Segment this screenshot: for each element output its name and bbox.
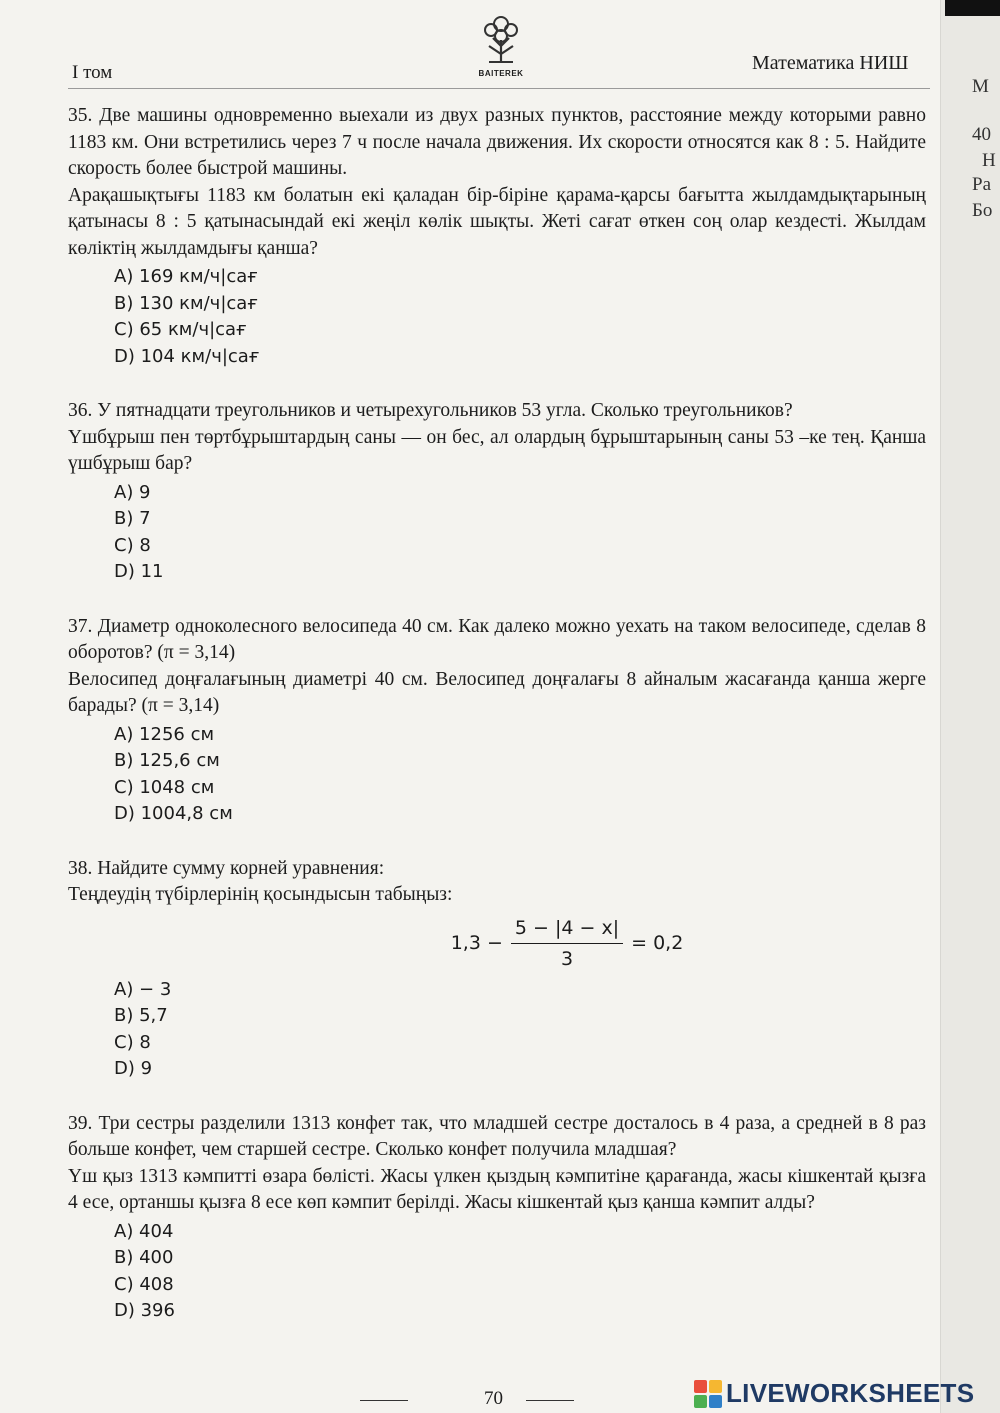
liveworksheets-logo-icon: [694, 1380, 722, 1408]
question-text-kz: Велосипед доңғалағының диаметрі 40 см. Велосипед доңғалағы 8 айналым жасағанда қанша жерге барады? (π = 3,14): [68, 668, 926, 716]
edge-fragment: Бо: [972, 200, 993, 221]
answer-option[interactable]: C) 408: [114, 1273, 174, 1295]
baiterek-logo: [472, 12, 530, 82]
volume-label: I том: [72, 62, 113, 83]
answer-option[interactable]: B) 400: [114, 1247, 174, 1268]
answer-option[interactable]: A) 9: [114, 481, 151, 503]
question-text-kz: Теңдеудің түбірлерінің қосындысын табыңыз:: [68, 884, 453, 905]
question-text-ru: 38. Найдите сумму корней уравнения:: [68, 857, 385, 879]
answer-option[interactable]: C) 8: [114, 1031, 151, 1053]
question-text-ru: 35. Две машины одновременно выехали из двух разных пунктов, расстояние между которыми равно 1183 км. Они встретились через 7 ч после начала движения. Их скорости относятся как 8 : 5. Найдите скорость более быстрой машины.: [68, 105, 926, 179]
fraction-numerator: 5 − |4 − x|: [511, 915, 623, 945]
answer-option[interactable]: C) 8: [114, 534, 151, 556]
question-38: [68, 856, 926, 1083]
question-39: [68, 1111, 926, 1325]
edge-fragment: Н: [982, 150, 996, 171]
equation: [208, 915, 926, 973]
answer-option[interactable]: A) 1256 см: [114, 723, 215, 745]
fraction-denominator: 3: [560, 948, 574, 970]
footer-rule-left: [360, 1400, 408, 1401]
question-text-ru: 36. У пятнадцати треугольников и четырехугольников 53 угла. Сколько треугольников?: [68, 400, 793, 421]
question-text-ru: 39. Три сестры разделили 1313 конфет так, что младшей сестре досталось в 4 раза, а средней в 8 раз больше конфет, чем старшей сестре. Сколько конфет получила младшая?: [68, 1112, 926, 1160]
edge-fragment: М: [972, 76, 989, 97]
answer-option[interactable]: D) 9: [114, 1058, 153, 1079]
answer-option[interactable]: B) 5,7: [114, 1005, 168, 1026]
question-36: [68, 398, 926, 586]
question-35: [68, 103, 926, 370]
question-list: [68, 103, 926, 1325]
answer-option[interactable]: D) 396: [114, 1300, 175, 1321]
equation-right: = 0,2: [631, 932, 684, 955]
question-text-kz: Үш қыз 1313 кәмпитті өзара бөлісті. Жасы үлкен қыздың кәмпитіне қарағанда, жасы кішкентай қызға 4 есе, ортаншы қызға 8 есе көп кәмпит берілді. Жасы кішкентай қыз қанша кәмпит алды?: [68, 1165, 926, 1213]
footer-rule-right: [526, 1400, 574, 1401]
question-text-ru: 37. Диаметр одноколесного велосипеда 40 см. Как далеко можно уехать на таком велосипеде, сделав 8 оборотов? (π = 3,14): [68, 615, 926, 663]
question-37: [68, 614, 926, 828]
answer-options: [114, 977, 926, 1083]
answer-options: [114, 1219, 926, 1325]
answer-option[interactable]: D) 104 км/ч|сағ: [114, 345, 260, 367]
page-number: 70: [484, 1388, 503, 1409]
header-divider: [68, 88, 930, 89]
answer-option[interactable]: A) − 3: [114, 978, 172, 1000]
answer-option[interactable]: C) 1048 см: [114, 776, 215, 798]
edge-fragment: 40: [972, 124, 991, 145]
watermark-text: LIVEWORKSHEETS: [726, 1378, 975, 1408]
answer-options: [114, 480, 926, 586]
book-title: Математика НИШ: [752, 52, 909, 74]
liveworksheets-watermark[interactable]: [694, 1378, 974, 1409]
scan-corner: [945, 0, 1000, 16]
answer-option[interactable]: D) 1004,8 см: [114, 803, 233, 824]
equation-left: 1,3 −: [450, 932, 503, 955]
answer-options: [114, 722, 926, 828]
answer-option[interactable]: B) 130 км/ч|сағ: [114, 292, 258, 314]
question-text-kz: Арақашықтығы 1183 км болатын екі қаладан бір-біріне қарама-қарсы бағытта жылдамдықтарының қатынасы 8 : 5 қатынасындай екі жеңіл көлік шықты. Жеті сағат өткен соң олар кездесті. Жылдам көліктің жылдамдығы қанша?: [68, 184, 926, 259]
equation-fraction: [511, 915, 623, 973]
answer-options: [114, 264, 926, 370]
answer-option[interactable]: B) 7: [114, 508, 151, 529]
question-text-kz: Үшбұрыш пен төртбұрыштардың саны — он бес, ал олардың бұрыштарының саны 53 –ке тең. Қанша үшбұрыш бар?: [68, 426, 926, 474]
answer-option[interactable]: A) 404: [114, 1220, 174, 1242]
logo-wordmark: BAITEREK: [478, 69, 524, 78]
answer-option[interactable]: C) 65 км/ч|сағ: [114, 319, 247, 340]
answer-option[interactable]: B) 125,6 см: [114, 750, 220, 771]
answer-option[interactable]: D) 11: [114, 561, 164, 582]
tree-icon: [479, 12, 523, 66]
edge-fragment: Ра: [972, 174, 991, 195]
answer-option[interactable]: A) 169 км/ч|сағ: [114, 266, 258, 287]
